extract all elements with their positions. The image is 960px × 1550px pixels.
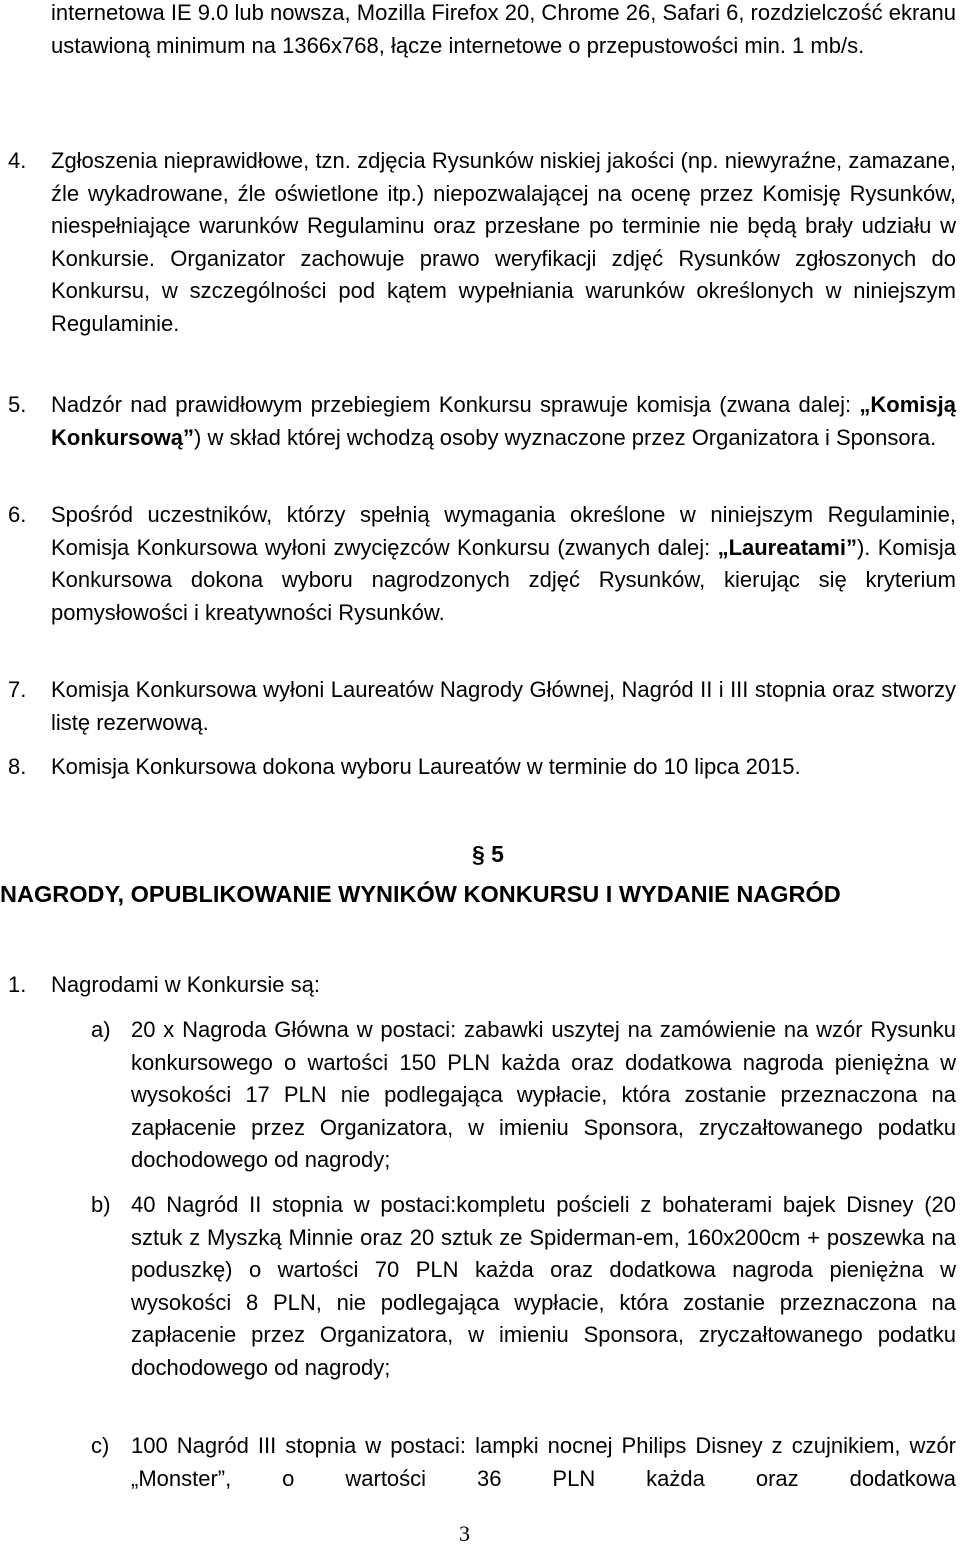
subitem-label: c)	[91, 1433, 110, 1458]
list-item-8	[8, 751, 956, 784]
list-item-text: Nagrodami w Konkursie są:	[51, 972, 321, 997]
prizes-list-item-1	[8, 969, 956, 1002]
list-item-text: Zgłoszenia nieprawidłowe, tzn. zdjęcia Rysunków niskiej jakości (np. niewyraźne, zamazane, źle wykadrowane, źle oświetlone itp.) niepozwalającej na ocenę przez Komisję Rysunków, niespełniające warunków Regulaminu oraz przesłane po terminie nie będą brały udziału w Konkursie. Organizator zachowuje prawo weryfikacji zdjęć Rysunków zgłoszonych do Konkursu, w szczególności pod kątem wypełniania warunków określonych w niniejszym Regulaminie.	[51, 148, 956, 336]
subitem-text: 100 Nagród III stopnia w postaci: lampki nocnej Philips Disney z czujnikiem, wzór „Monster”, o wartości 36 PLN każda oraz dodatkowa	[131, 1433, 956, 1491]
subitem-label: a)	[91, 1017, 111, 1042]
section-paragraph-mark: § 5	[472, 841, 504, 867]
defined-term-laureaci: „Laureatami”	[717, 534, 857, 560]
prize-subitem-b	[91, 1189, 956, 1384]
subitem-text: 20 x Nagroda Główna w postaci: zabawki uszytej na zamówienie na wzór Rysunku konkursowego o wartości 150 PLN każda oraz dodatkowa nagroda pieniężna w wysokości 17 PLN nie podlegająca wypłacie, która zostanie przeznaczona na zapłacenie przez Organizatora, w imieniu Sponsora, zryczałtowanego podatku dochodowego od nagrody;	[131, 1017, 956, 1172]
list-item-text: Komisja Konkursowa wyłoni Laureatów Nagrody Głównej, Nagród II i III stopnia oraz stworzy listę rezerwową.	[51, 677, 956, 735]
list-item-number: 1.	[8, 972, 27, 997]
list-item-number: 8.	[8, 754, 27, 779]
list-item-text: Nadzór nad prawidłowym przebiegiem Konkursu sprawuje komisja (zwana dalej: „Komisją Konkursową”) w skład której wchodzą osoby wyznaczone przez Organizatora i Sponsora.	[51, 392, 956, 450]
list-item-text: Spośród uczestników, którzy spełnią wymagania określone w niniejszym Regulaminie, Komisja Konkursowa wyłoni zwycięzców Konkursu (zwanych dalej: „Laureatami”). Komisja Konkursowa dokona wyboru nagrodzonych zdjęć Rysunków, kierując się kryterium pomysłowości i kreatywności Rysunków.	[51, 502, 956, 625]
list-item-6	[8, 499, 956, 629]
section-title: NAGRODY, OPUBLIKOWANIE WYNIKÓW KONKURSU I WYDANIE NAGRÓD	[0, 881, 841, 907]
prize-subitem-a	[91, 1014, 956, 1177]
subitem-text: 40 Nagród II stopnia w postaci:kompletu pościeli z bohaterami bajek Disney (20 sztuk z Myszką Minnie oraz 20 sztuk ze Spiderman-em, 160x200cm + poszewka na poduszkę) o wartości 70 PLN każda oraz dodatkowa nagroda pieniężna w wysokości 8 PLN, nie podlegająca wypłacie, która zostanie przeznaczona na zapłacenie przez Organizatora, w imieniu Sponsora, zryczałtowanego podatku dochodowego od nagrody;	[131, 1192, 956, 1380]
intro-paragraph: internetowa IE 9.0 lub nowsza, Mozilla Firefox 20, Chrome 26, Safari 6, rozdzielczość ekranu ustawioną minimum na 1366x768, łącze internetowe o przepustowości min. 1 mb/s.	[51, 0, 956, 58]
page-number: 3	[459, 1521, 470, 1546]
list-item-7	[8, 674, 956, 739]
list-item-5	[8, 389, 956, 454]
list-item-number: 7.	[8, 677, 27, 702]
list-item-text: Komisja Konkursowa dokona wyboru Laureatów w terminie do 10 lipca 2015.	[51, 754, 801, 779]
list-item-number: 5.	[8, 392, 27, 417]
prize-subitem-c	[91, 1430, 956, 1495]
list-item-number: 4.	[8, 148, 27, 173]
defined-term-komisja: „Komisją Konkursową”	[51, 392, 956, 450]
list-item-4	[8, 145, 956, 340]
subitem-label: b)	[91, 1192, 111, 1217]
list-item-number: 6.	[8, 502, 27, 527]
